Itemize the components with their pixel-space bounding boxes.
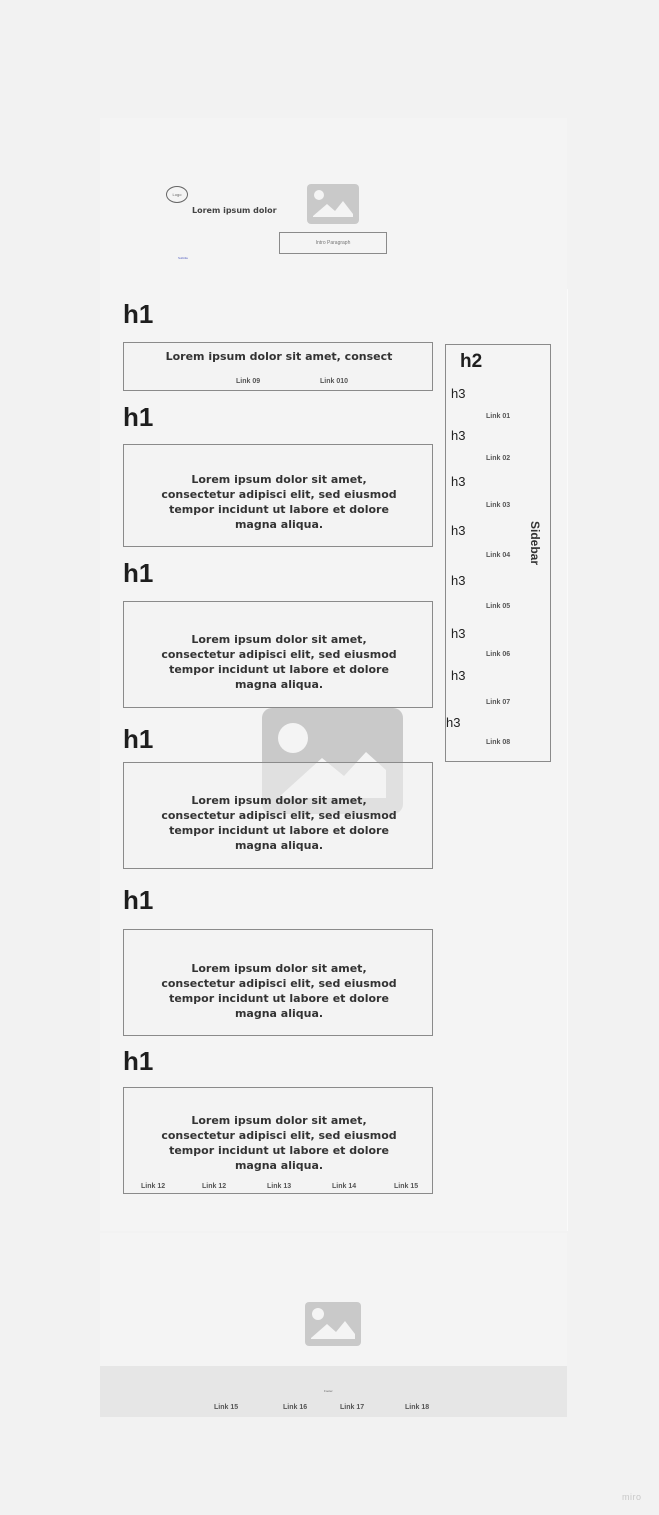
logo[interactable]: [166, 186, 188, 203]
section-text-3: Lorem ipsum dolor sit amet, consectetur adipisci elit, sed eiusmod tempor incidunt ut labore et dolore magna aliqua.: [161, 633, 397, 691]
sidebar-link-03[interactable]: Link 03: [486, 502, 511, 509]
sidebar-link-01[interactable]: Link 01: [486, 413, 511, 420]
sidebar-h3-6: h3: [451, 626, 466, 641]
section-box-6: [123, 1087, 433, 1194]
section-box-3: [123, 601, 433, 708]
section-heading-4: h1: [123, 724, 154, 754]
section-heading-6: h1: [123, 1046, 154, 1076]
section-text-1: Lorem ipsum dolor sit amet, consect: [165, 350, 393, 363]
sidebar-h3-5: h3: [451, 573, 466, 588]
section-box-1: [123, 342, 433, 391]
link-14[interactable]: Link 14: [332, 1183, 357, 1190]
footer-link-16[interactable]: Link 16: [283, 1404, 308, 1411]
sidebar-label: Sidebar: [528, 520, 542, 565]
section-heading-3: h1: [123, 558, 154, 588]
link-12b[interactable]: Link 12: [202, 1183, 227, 1190]
section-box-2: [123, 444, 433, 547]
sidebar-h3-8: h3: [446, 715, 461, 730]
sidebar-link-08[interactable]: Link 08: [486, 739, 511, 746]
link-15[interactable]: Link 15: [394, 1183, 419, 1190]
footer-link-18[interactable]: Link 18: [405, 1404, 430, 1411]
sidebar-link-04[interactable]: Link 04: [486, 552, 511, 559]
section-heading-1: h1: [123, 299, 154, 329]
section-text-5: Lorem ipsum dolor sit amet, consectetur adipisci elit, sed eiusmod tempor incidunt ut labore et dolore magna aliqua.: [161, 962, 397, 1020]
sidebar-h3-3: h3: [451, 474, 466, 489]
section-text-4: Lorem ipsum dolor sit amet, consectetur adipisci elit, sed eiusmod tempor incidunt ut labore et dolore magna aliqua.: [161, 794, 397, 852]
sidebar-heading: h2: [460, 351, 483, 372]
link-12a[interactable]: Link 12: [141, 1183, 166, 1190]
image-placeholder-icon: [307, 184, 359, 224]
sidebar-h3-2: h3: [451, 428, 466, 443]
header-panel: [100, 118, 567, 290]
footer-label: Footer: [324, 1389, 333, 1393]
footer-image-placeholder-icon: [305, 1302, 361, 1346]
header-small-link[interactable]: Subtitle: [178, 256, 189, 260]
sidebar-link-07[interactable]: Link 07: [486, 699, 511, 706]
site-title: Lorem ipsum dolor: [192, 206, 277, 215]
sidebar-h3-7: h3: [451, 668, 466, 683]
sidebar-h3-1: h3: [451, 386, 466, 401]
footer-link-15[interactable]: Link 15: [214, 1404, 239, 1411]
sidebar-link-02[interactable]: Link 02: [486, 455, 511, 462]
link-010[interactable]: Link 010: [320, 378, 349, 385]
section-text-6: Lorem ipsum dolor sit amet, consectetur adipisci elit, sed eiusmod tempor incidunt ut labore et dolore magna aliqua.: [161, 1114, 397, 1172]
section-heading-5: h1: [123, 885, 154, 915]
sidebar-link-06[interactable]: Link 06: [486, 651, 511, 658]
sidebar-h3-4: h3: [451, 523, 466, 538]
link-13[interactable]: Link 13: [267, 1183, 292, 1190]
section-heading-2: h1: [123, 402, 154, 432]
intro-paragraph-box: [279, 232, 387, 254]
section-box-5: [123, 929, 433, 1036]
logo-label: Logo: [172, 192, 182, 197]
section-text-2: Lorem ipsum dolor sit amet, consectetur adipisci elit, sed eiusmod tempor incidunt ut labore et dolore magna aliqua.: [161, 473, 397, 531]
footer-link-17[interactable]: Link 17: [340, 1404, 365, 1411]
sidebar-link-05[interactable]: Link 05: [486, 603, 511, 610]
link-09[interactable]: Link 09: [236, 378, 261, 385]
intro-paragraph-label: Intro Paragraph: [315, 240, 351, 246]
section-box-4: [123, 762, 433, 869]
bottom-image-panel: [100, 1233, 567, 1367]
footer: [100, 1366, 567, 1417]
miro-watermark: miro: [622, 1492, 642, 1502]
